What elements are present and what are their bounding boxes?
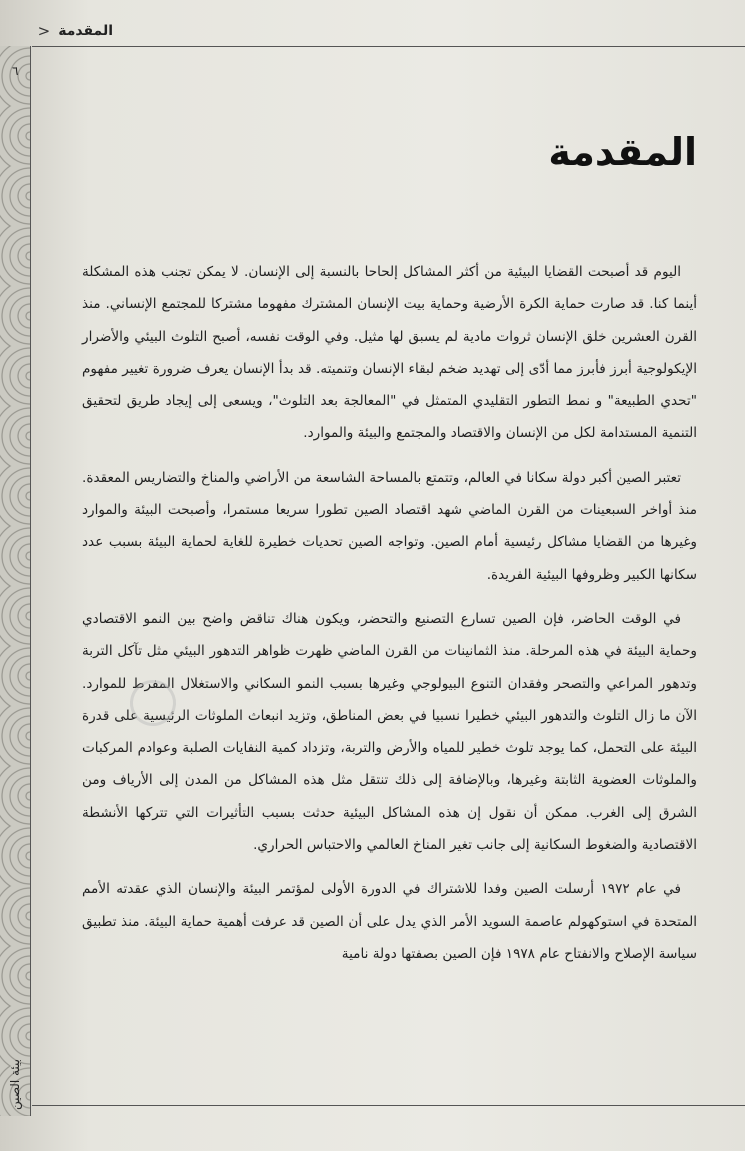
- paragraph-4: في عام ١٩٧٢ أرسلت الصين وفدا للاشتراك في الدورة الأولى لمؤتمر البيئة والإنسان الذي عقدته الأمم المتحدة في استوكهولم عاصمة السويد الأمر الذي يدل على أن الصين قد عرفت أهمية حماية البيئة. منذ تطبيق سياسة الإصلاح والانفتاح عام ١٩٧٨ فإن الصين بصفتها دولة نامية: [82, 881, 697, 962]
- chevron-left-icon: <: [37, 22, 51, 40]
- header-rule: [32, 46, 745, 47]
- paragraph-3: في الوقت الحاضر، فإن الصين تسارع التصنيع والتحضر، ويكون هناك تناقض واضح بين النمو الاقتصادي وحماية البيئة في هذه المرحلة. منذ الثمانينات من القرن الماضي ظهرت ظواهر التدهور البيئي مثل تآكل التربة وتدهور المراعي والتصحر وفقدان التنوع البيولوجي وغيرها بسبب النمو السكاني والاستغلال المفرط للموارد. الآن ما زال التلوث والتدهور البيئي خطيرا نسبيا في بعض المناطق، وتزيد انبعاث الملوثات الرئيسية على قدرة البيئة على التحمل، كما يوجد تلوث خطير للمياه والأرض والتربة، وتزداد كمية النفايات الصلبة وعوادم المركبات والملوثات العضوية الثابتة وغيرها، وبالإضافة إلى ذلك تنتقل مثل هذه المشاكل من المدن إلى الأرياف ومن الشرق إلى الغرب. ممكن أن نقول إن هذه المشاكل البيئية حدثت بسبب التأثيرات التي تتركها الأنشطة الاقتصادية والضغوط السكانية إلى جانب تغير المناخ العالمي والاحتباس الحراري.: [82, 610, 697, 854]
- running-header-title: المقدمة: [58, 23, 113, 39]
- chapter-title: المقدمة: [548, 130, 697, 174]
- paragraph-2: تعتبر الصين أكبر دولة سكانا في العالم، وتتمتع بالمساحة الشاسعة من الأراضي والمناخ والتضاريس المعقدة. منذ أواخر السبعينات من القرن الماضي شهد اقتصاد الصين تطورا سريعا مستمرا، وأصبحت البيئة والموارد وغيرها من القضايا مشاكل رئيسية أمام الصين. وتواجه الصين تحديات خطيرة للغاية لحماية البيئة بسبب عدد سكانها الكبير وظروفها البيئية الفريدة.: [82, 469, 697, 583]
- decorative-side-band: [0, 46, 31, 1116]
- paragraph-1: اليوم قد أصبحت القضايا البيئية من أكثر المشاكل إلحاحا بالنسبة إلى الإنسان. لا يمكن تجنب هذه المشكلة أينما كنا. قد صارت حماية الكرة الأرضية وحماية بيت الإنسان المشترك مفهوما مشتركا للمجتمع الإنساني. منذ القرن العشرين خلق الإنسان ثروات مادية لم يسبق لها مثيل. وفي الوقت نفسه، أصبح التلوث البيئي والأضرار الإيكولوجية أبرز فأبرز مما أدّى إلى تهديد ضخم لبقاء الإنسان وتنميته. قد بدأ الإنسان يعرف ضرورة تغيير مفهوم "تحدي الطبيعة" و نمط التطور التقليدي المتمثل في "المعالجة بعد التلوث"، ويسعى إلى إيجاد طريق لتحقيق التنمية المستدامة لكل من الإنسان والاقتصاد والمجتمع والبيئة والموارد.: [82, 264, 697, 442]
- vertical-book-title: بيئة الصين: [8, 1059, 22, 1110]
- footer-rule: [32, 1105, 745, 1106]
- page-number: ٦: [12, 64, 19, 78]
- body-text: [82, 256, 697, 982]
- running-header: [38, 22, 113, 40]
